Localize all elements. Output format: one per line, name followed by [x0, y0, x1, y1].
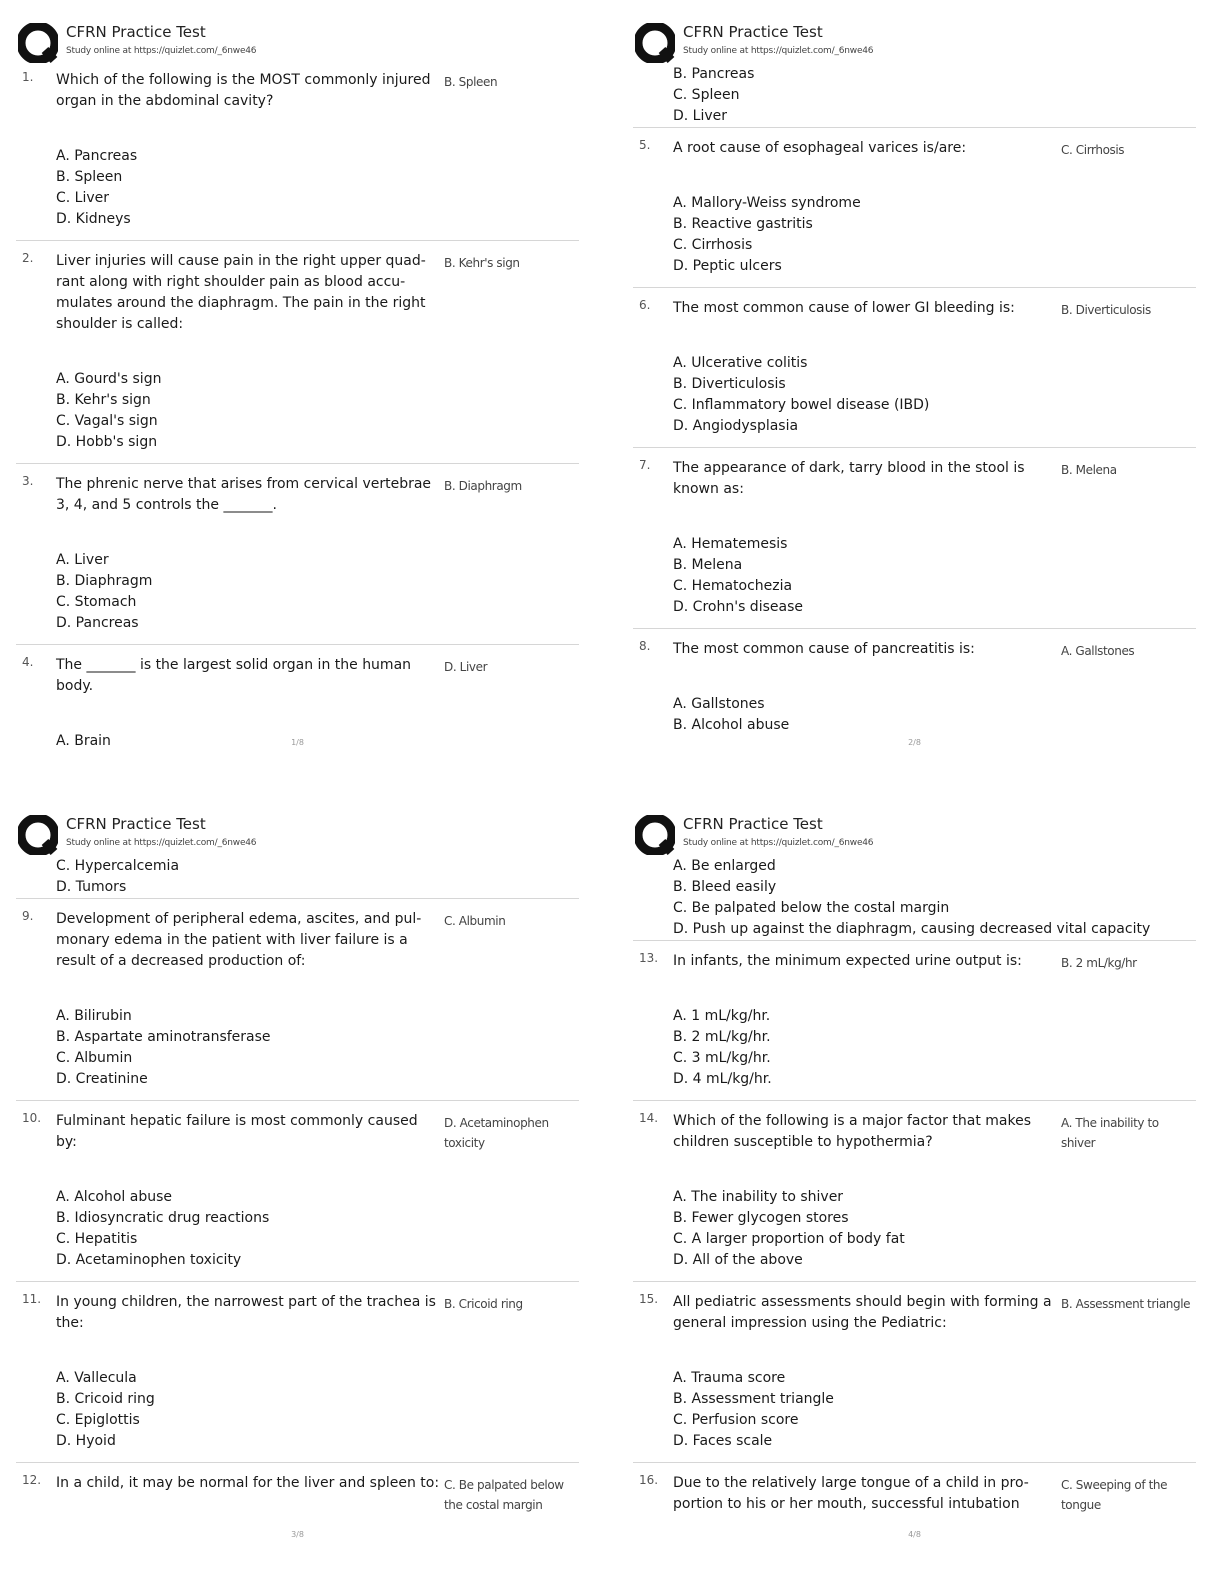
- choice-item: C. Hematochezia: [673, 578, 793, 594]
- choice-item: B. Assessment triangle: [673, 1391, 834, 1407]
- question-text: Which of the following is the MOST commonly injured organ in the abdominal cavity?: [56, 72, 431, 109]
- question-text: Due to the relatively large tongue of a child in pro- portion to his or her mouth, successful intubation: [673, 1475, 1029, 1512]
- question-number: 13.: [639, 951, 659, 965]
- page-title: CFRN Practice Test: [683, 815, 823, 833]
- question-card: [16, 1281, 579, 1462]
- question-number: 4.: [22, 655, 34, 669]
- page-content: [16, 64, 579, 762]
- choice-item: C. A larger proportion of body fat: [673, 1231, 905, 1247]
- choices-list: [56, 369, 579, 463]
- choice-item: A. Mallory-Weiss syndrome: [673, 195, 861, 211]
- choice-item: D. Peptic ulcers: [673, 258, 782, 274]
- answer-text: B. Kehr's sign: [444, 256, 520, 270]
- question-card: [16, 64, 579, 240]
- choice-item: A. Bilirubin: [56, 1008, 132, 1024]
- choice-item: D. Hobb's sign: [56, 434, 158, 450]
- choice-item: A. Trauma score: [673, 1370, 786, 1386]
- page-header: [633, 808, 1223, 854]
- choice-item: B. 2 mL/kg/hr.: [673, 1029, 771, 1045]
- question-card: [633, 628, 1196, 746]
- choice-item: B. Reactive gastritis: [673, 216, 813, 232]
- choice-item: D. Liver: [673, 108, 728, 124]
- choice-item: A. Alcohol abuse: [56, 1189, 172, 1205]
- question-number: 12.: [22, 1473, 42, 1487]
- choice-item: A. Hematemesis: [673, 536, 788, 552]
- choice-item: D. Faces scale: [673, 1433, 773, 1449]
- choices-list: [673, 534, 1196, 628]
- choice-item: C. Be palpated below the costal margin: [673, 900, 950, 916]
- choice-item: C. Inflammatory bowel disease (IBD): [673, 397, 930, 413]
- question-number: 5.: [639, 138, 651, 152]
- question-card: [633, 1462, 1196, 1515]
- continued-choices: [633, 64, 1196, 127]
- question-text: The most common cause of lower GI bleeding is:: [673, 300, 1015, 316]
- choice-item: A. Liver: [56, 552, 109, 568]
- study-online-link[interactable]: Study online at https://quizlet.com/_6nwe46: [683, 838, 874, 848]
- page-content: [633, 64, 1196, 746]
- page-title: CFRN Practice Test: [683, 23, 823, 41]
- page-number: 4/8: [908, 1530, 921, 1539]
- question-number: 9.: [22, 909, 34, 923]
- answer-text: A. Gallstones: [1061, 644, 1135, 658]
- question-number: 16.: [639, 1473, 659, 1487]
- page-2: [633, 16, 1223, 786]
- answer-text: B. 2 mL/kg/hr: [1061, 956, 1137, 970]
- question-number: 2.: [22, 251, 34, 265]
- page-content: [633, 856, 1196, 1515]
- question-card: [16, 463, 579, 644]
- page-number: 2/8: [908, 738, 921, 747]
- choice-item: C. Vagal's sign: [56, 413, 158, 429]
- question-text: Liver injuries will cause pain in the right upper quad- rant along with right shoulder pain as blood accu- mulates around the diaphragm. The pain in the right shoulder is called:: [56, 253, 426, 332]
- page-header: [633, 16, 1223, 62]
- choice-item: B. Melena: [673, 557, 743, 573]
- answer-text: C. Albumin: [444, 914, 506, 928]
- question-card: [633, 1100, 1196, 1281]
- choice-item: B. Idiosyncratic drug reactions: [56, 1210, 270, 1226]
- question-card: [633, 287, 1196, 447]
- page-header: [16, 16, 606, 62]
- question-card: [633, 940, 1196, 1100]
- answer-text: A. The inability to shiver: [1061, 1116, 1159, 1150]
- choice-item: D. Pancreas: [56, 615, 139, 631]
- page-header: [16, 808, 606, 854]
- quizlet-logo-icon: [18, 815, 58, 855]
- choices-list: [673, 353, 1196, 447]
- choice-item: A. Gourd's sign: [56, 371, 162, 387]
- answer-text: B. Diverticulosis: [1061, 303, 1151, 317]
- page-1: [16, 16, 606, 786]
- question-number: 8.: [639, 639, 651, 653]
- choices-list: [673, 1368, 1196, 1462]
- answer-text: D. Acetaminophen toxicity: [444, 1116, 549, 1150]
- question-text: The appearance of dark, tarry blood in the stool is known as:: [673, 460, 1025, 497]
- choice-item: D. Crohn's disease: [673, 599, 803, 615]
- choice-item: C. Perfusion score: [673, 1412, 799, 1428]
- choice-item: A. The inability to shiver: [673, 1189, 844, 1205]
- answer-text: C. Sweeping of the tongue: [1061, 1478, 1168, 1512]
- question-card: [16, 240, 579, 463]
- question-card: [633, 127, 1196, 287]
- choice-item: A. Gallstones: [673, 696, 765, 712]
- choice-item: C. 3 mL/kg/hr.: [673, 1050, 771, 1066]
- choice-item: A. Pancreas: [56, 148, 138, 164]
- page-3: [16, 808, 606, 1578]
- choice-item: D. Push up against the diaphragm, causing decreased vital capacity: [673, 921, 1151, 937]
- page-number: 3/8: [291, 1530, 304, 1539]
- choice-item: B. Kehr's sign: [56, 392, 151, 408]
- answer-text: B. Melena: [1061, 463, 1117, 477]
- quizlet-logo-icon: [635, 815, 675, 855]
- choice-item: B. Cricoid ring: [56, 1391, 155, 1407]
- question-card: [633, 1281, 1196, 1462]
- choice-item: C. Albumin: [56, 1050, 133, 1066]
- choice-item: C. Cirrhosis: [673, 237, 753, 253]
- question-card: [633, 447, 1196, 628]
- choice-item: A. Ulcerative colitis: [673, 355, 808, 371]
- choice-item: D. Angiodysplasia: [673, 418, 799, 434]
- answer-text: B. Assessment triangle: [1061, 1297, 1191, 1311]
- continued-choices: [16, 856, 579, 898]
- page-title: CFRN Practice Test: [66, 23, 206, 41]
- choices-list: [56, 550, 579, 644]
- choice-item: A. Brain: [56, 733, 111, 749]
- study-online-link[interactable]: Study online at https://quizlet.com/_6nwe46: [66, 46, 257, 56]
- choice-item: D. Kidneys: [56, 211, 131, 227]
- study-online-link[interactable]: Study online at https://quizlet.com/_6nwe46: [66, 838, 257, 848]
- question-number: 15.: [639, 1292, 659, 1306]
- question-card: [16, 1462, 579, 1512]
- choice-item: D. All of the above: [673, 1252, 803, 1268]
- quizlet-logo-icon: [18, 23, 58, 63]
- choice-item: A. 1 mL/kg/hr.: [673, 1008, 771, 1024]
- choices-list: [673, 193, 1196, 287]
- choice-item: D. Hyoid: [56, 1433, 116, 1449]
- choice-item: C. Hepatitis: [56, 1231, 138, 1247]
- page-content: [16, 856, 579, 1512]
- choice-item: A. Be enlarged: [673, 858, 776, 874]
- choice-item: B. Aspartate aminotransferase: [56, 1029, 271, 1045]
- answer-text: B. Cricoid ring: [444, 1297, 523, 1311]
- choice-item: B. Diverticulosis: [673, 376, 786, 392]
- choice-item: C. Epiglottis: [56, 1412, 140, 1428]
- answer-text: B. Spleen: [444, 75, 498, 89]
- question-text: The most common cause of pancreatitis is:: [673, 641, 975, 657]
- answer-text: B. Diaphragm: [444, 479, 522, 493]
- choice-item: D. 4 mL/kg/hr.: [673, 1071, 772, 1087]
- choice-item: C. Spleen: [673, 87, 740, 103]
- choice-item: B. Bleed easily: [673, 879, 777, 895]
- quizlet-logo-icon: [635, 23, 675, 63]
- choice-item: D. Tumors: [56, 879, 127, 895]
- answer-text: C. Cirrhosis: [1061, 143, 1125, 157]
- choices-list: [673, 1006, 1196, 1100]
- choice-item: C. Stomach: [56, 594, 137, 610]
- question-text: Development of peripheral edema, ascites, and pul- monary edema in the patient with liver failure is a result of a decreased production of:: [56, 911, 422, 969]
- question-number: 1.: [22, 70, 34, 84]
- choice-item: C. Liver: [56, 190, 110, 206]
- question-number: 14.: [639, 1111, 659, 1125]
- choice-item: B. Diaphragm: [56, 573, 153, 589]
- choice-item: D. Acetaminophen toxicity: [56, 1252, 242, 1268]
- choice-item: C. Hypercalcemia: [56, 858, 180, 874]
- choice-item: B. Alcohol abuse: [673, 717, 790, 733]
- question-number: 11.: [22, 1292, 42, 1306]
- study-online-link[interactable]: Study online at https://quizlet.com/_6nwe46: [683, 46, 874, 56]
- choice-item: B. Pancreas: [673, 66, 755, 82]
- choice-item: D. Creatinine: [56, 1071, 148, 1087]
- question-text: The phrenic nerve that arises from cervical vertebrae 3, 4, and 5 controls the _______.: [56, 476, 432, 513]
- choice-item: A. Vallecula: [56, 1370, 137, 1386]
- question-number: 10.: [22, 1111, 42, 1125]
- question-number: 3.: [22, 474, 34, 488]
- choice-item: B. Spleen: [56, 169, 123, 185]
- question-text: All pediatric assessments should begin with forming a general impression using the Pediatric:: [673, 1294, 1052, 1331]
- question-number: 7.: [639, 458, 651, 472]
- page-title: CFRN Practice Test: [66, 815, 206, 833]
- question-text: A root cause of esophageal varices is/are:: [673, 140, 967, 156]
- answer-text: C. Be palpated below the costal margin: [444, 1478, 564, 1512]
- choices-list: [673, 1187, 1196, 1281]
- page-4: [633, 808, 1223, 1578]
- choice-item: B. Fewer glycogen stores: [673, 1210, 849, 1226]
- choices-list: [56, 1187, 579, 1281]
- question-text: In a child, it may be normal for the liver and spleen to:: [56, 1475, 440, 1491]
- page-number: 1/8: [291, 738, 304, 747]
- question-text: The _______ is the largest solid organ in the human body.: [56, 657, 412, 694]
- question-number: 6.: [639, 298, 651, 312]
- question-card: [16, 898, 579, 1100]
- continued-choices: [633, 856, 1196, 940]
- question-text: In infants, the minimum expected urine output is:: [673, 953, 1022, 969]
- choices-list: [56, 1006, 579, 1100]
- choices-list: [56, 1368, 579, 1462]
- question-text: In young children, the narrowest part of the trachea is the:: [56, 1294, 436, 1331]
- question-text: Which of the following is a major factor that makes children susceptible to hypothermia?: [673, 1113, 1032, 1150]
- question-card: [16, 1100, 579, 1281]
- answer-text: D. Liver: [444, 660, 488, 674]
- question-text: Fulminant hepatic failure is most commonly caused by:: [56, 1113, 418, 1150]
- choices-list: [56, 146, 579, 240]
